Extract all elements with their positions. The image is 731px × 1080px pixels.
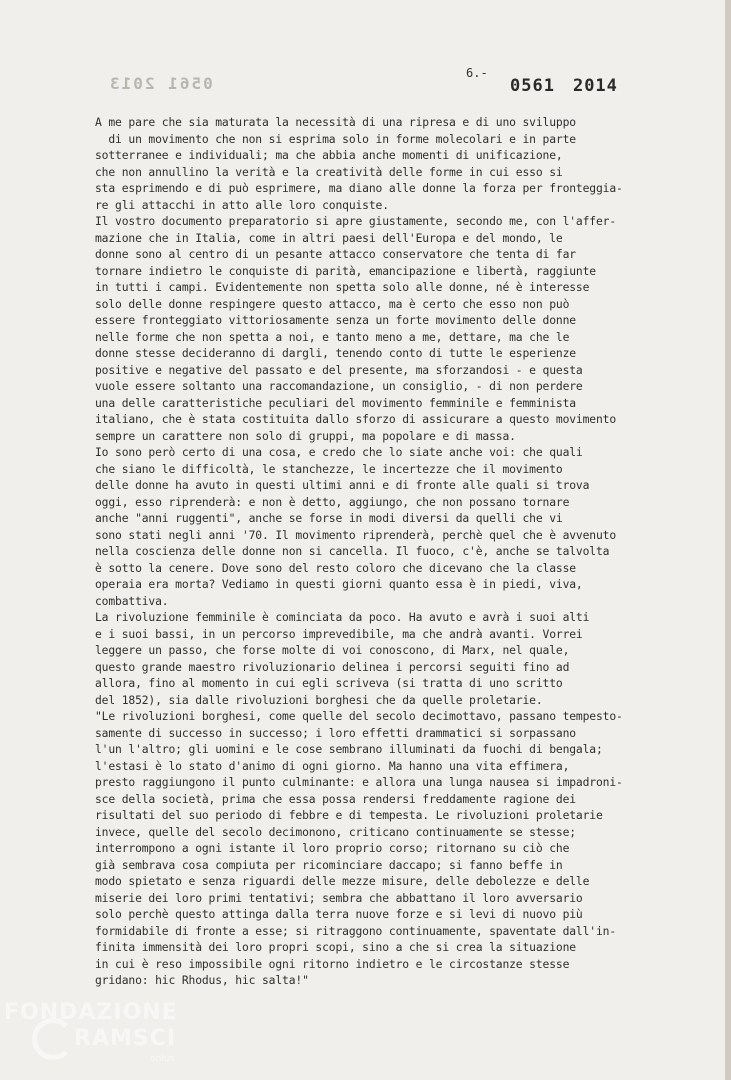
- watermark-line-2: RAMSCI: [74, 1026, 177, 1051]
- watermark-g-logo-icon: [32, 1018, 74, 1060]
- page-number: 6.-: [466, 66, 488, 80]
- archive-stamp-right: 2014: [572, 76, 618, 96]
- bleed-through-stamp: 0561 2013: [108, 74, 213, 93]
- fondazione-gramsci-watermark: [4, 1000, 204, 1076]
- typed-body-text: A me pare che sia maturata la necessità di una ripresa e di uno sviluppo di un movimento che non si esprima solo in forme molecolari e in parte sotterranee e individuali; ma che abbia anche momenti di unificazione, che non annullino la verità e la creatività delle forme in cui esso si sta esprimendo e di può esprimere, ma diano alle donne la forza per fronteggia- re gli attacchi in atto alle loro conquiste. Il vostro documento preparatorio si apre giustamente, secondo me, con l'affer- mazione che in Italia, come in altri paesi dell'Europa e del mondo, le donne sono al centro di un pesante attacco conservatore che tenta di far tornare indietro le conquiste di parità, emancipazione e libertà, raggiunte in tutti i campi. Evidentemente non spetta solo alle donne, né è interesse solo delle donne respingere questo attacco, ma è certo che esso non può essere fronteggiato vittoriosamente senza un forte movimento delle donne nelle forme che non spetta a noi, e tanto meno a me, dettare, ma che le donne stesse decideranno di dargli, tenendo conto di tutte le esperienze positive e negative del passato e del presente, ma sforzandosi - e questa vuole essere soltanto una raccomandazione, un consiglio, - di non perdere una delle caratteristiche peculiari del movimento femminile e femminista italiano, che è stata costituita dallo sforzo di assicurare a questo movimento sempre un carattere non solo di gruppi, ma popolare e di massa. Io sono però certo di una cosa, e credo che lo siate anche voi: che quali che siano le difficoltà, le stanchezze, le incertezze che il movimento delle donne ha avuto in questi ultimi anni e di fronte alle quali si trova oggi, esso riprenderà: e non è detto, aggiungo, che non possano tornare anche "anni ruggenti", anche se forse in modi diversi da quelli che vi sono stati negli anni '70. Il movimento riprenderà, perchè quel che è avvenuto nella coscienza delle donne non si cancella. Il fuoco, c'è, anche se talvolta è sotto la cenere. Dove sono del resto coloro che dicevano che la classe operaia era morta? Vediamo in questi giorni quanto essa è in piedi, viva, combattiva. La rivoluzione femminile è cominciata da poco. Ha avuto e avrà i suoi alti e i suoi bassi, in un percorso imprevedibile, ma che andrà avanti. Vorrei leggere un passo, che forse molte di voi conoscono, di Marx, nel quale, questo grande maestro rivoluzionario delinea i percorsi seguiti fino ad allora, fino al momento in cui egli scriveva (si tratta di uno scritto del 1852), sia dalle rivoluzioni borghesi che da quelle proletarie. "Le rivoluzioni borghesi, come quelle del secolo decimottavo, passano tempesto- samente di successo in successo; i loro effetti drammatici si sorpassano l'un l'altro; gli uomini e le cose sembrano illuminati da fuochi di bengala; l'estasi è lo stato d'animo di ogni giorno. Ma hanno una vita effimera, presto raggiungono il punto culminante: e allora una lunga nausea si impadroni- sce della società, prima che essa possa rendersi freddamente ragione dei risultati del suo periodo di febbre e di tempesta. Le rivoluzioni proletarie invece, quelle del secolo decimonono, criticano continuamente se stesse; interrompono a ogni istante il loro proprio corso; ritornano su ciò che già sembrava cosa compiuta per ricominciare daccapo; si fanno beffe in modo spietato e senza riguardi delle mezze misure, delle debolezze e delle miserie dei loro primi tentativi; sembra che abbattano il loro avversario solo perchè questo attinga dalla terra nuove forze e si levi di nuovo più formidabile di fronte a esse; si ritraggono continuamente, spaventate dall'in- finita immensità dei loro propri scopi, sino a che si crea la situazione in cui è reso impossibile ogni ritorno indietro e le circostanze stesse gridano: hic Rhodus, hic salta!": [95, 115, 623, 987]
- archive-stamp: [510, 76, 618, 96]
- archive-stamp-left: 0561: [510, 76, 555, 96]
- watermark-line-1: FONDAZIONE: [4, 1000, 178, 1025]
- watermark-line-3: onlus: [150, 1054, 175, 1064]
